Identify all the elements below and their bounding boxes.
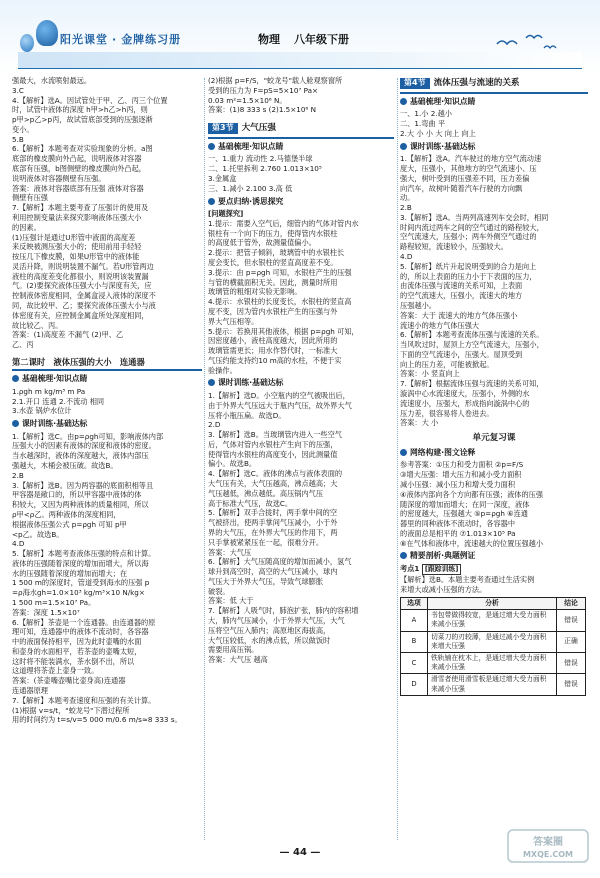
page-header <box>0 0 600 74</box>
answer-line: ③增大压强：增大压力和减小受力面积 <box>400 470 522 480</box>
answer-line: 大气压有关，大气压越高，沸点越高；大 <box>208 479 338 489</box>
answer-line: 4.D <box>12 539 25 549</box>
drill-heading-text: 课时训练·基础达标 <box>218 378 284 388</box>
answer-line: 高于标准大气压，故选C。 <box>208 498 293 508</box>
answer-line: 这道理将茶壶上壶身一致。 <box>12 666 99 676</box>
answer-line: =ρ海水gh=1.0×10³ kg/m³×10 N/kg× <box>12 588 145 598</box>
answer-line: 来反映被测压强大小的；使用前用手轻轻 <box>12 242 142 252</box>
answer-line: 2.提示：把管子倾斜，玻璃管中的水银柱长 <box>208 248 345 258</box>
answer-line: 底部有压强，b图侧壁的橡皮膜向外凸起， <box>12 164 146 174</box>
answer-line: 5.【解析】本题考查液体压强的特点和计算。 <box>12 549 156 559</box>
answer-line: 7.【解析】根据流体压强与流速的关系可知， <box>400 379 544 389</box>
table-cell: B <box>401 631 428 652</box>
answer-line: 气压越低，沸点越低。高压锅内气压 <box>208 488 324 498</box>
answer-line: 5.B <box>12 134 24 144</box>
answer-line: 当水越深时，液体的深度越大，液体内部压 <box>12 451 149 461</box>
answer-line: 破裂。 <box>208 586 230 596</box>
answer-line: 甲容器是敞口的，所以甲容器中液体的体 <box>12 490 142 500</box>
logo-mascot-icon <box>36 20 58 46</box>
table-cell: 书包带做得较宽，是通过增大受力面积来减小压强 <box>428 610 557 631</box>
unit-review-title: 单元复习课 <box>472 433 516 444</box>
answer-line: 时间内流过两车之间的空气通过的路程较大， <box>400 222 544 232</box>
answer-line: 4.【解析】选C。液体的沸点与液体表面的 <box>208 469 343 479</box>
table-row <box>401 631 586 652</box>
answer-line: ④液体内部向各个方向都有压强；液体的压强 <box>400 489 544 499</box>
answer-line: 二、1.弯曲 平 <box>400 119 446 129</box>
answer-line: 积较大，又因为两种液体的质量相同，所以 <box>12 500 149 510</box>
answer-line: 用的时间约为 t=s/v=5 000 m/0.6 m/s≈8 333 s。 <box>12 715 182 725</box>
table-row <box>401 652 586 673</box>
answer-line: 1 500 m的深度时，管道受到海水的压强 p <box>12 578 150 588</box>
answer-line: 理可知，连通器中的液体不流动时，各容器 <box>12 627 149 637</box>
answer-line: 6.【解析】大气压随高度的增加而减小，氢气 <box>208 557 352 567</box>
answer-line: 灵活升降，则说明装置不漏气。若U形管两边 <box>12 261 154 271</box>
answer-line: 2.B <box>12 470 24 480</box>
answer-line: 压力差，很容易将人卷进去。 <box>400 408 494 418</box>
answer-line: 答案：大 小 <box>400 418 439 428</box>
answer-line: 一、1.小 2.越小 <box>400 109 452 119</box>
table-cell: A <box>401 610 428 631</box>
answer-line: 1 500 m=1.5×10⁷ Pa。 <box>12 597 96 607</box>
answer-line: 体密度有关，应控制金属盒所处深度相同， <box>12 310 149 320</box>
section-badge: 第4节 <box>400 78 430 89</box>
col1-top-answers <box>12 76 202 350</box>
answer-line: 答案：大气压 <box>208 547 252 557</box>
table-cell: 正确 <box>557 631 586 652</box>
answer-line: 参考答案：①压力和受力面积 ②p=F/S <box>400 460 524 470</box>
brand-name: 阳光课堂 <box>60 33 108 46</box>
answer-line: 强大，树叶受到的压强差不同，压力差偏 <box>400 173 530 183</box>
problem-guide-label: [问题探究] <box>208 209 244 219</box>
answer-line: ⑧在气体和液体中，流速越大的位置压强越小 <box>400 538 544 548</box>
section-bullet-icon <box>400 98 407 105</box>
column-divider <box>397 78 398 840</box>
answer-line: (1)根据 v=s/t，"蛟龙号"下潜过程所 <box>12 705 130 715</box>
section-badge: 第3节 <box>208 123 238 134</box>
answer-line: 1.【解析】选D。小空瓶内的空气被吸出后， <box>208 391 350 400</box>
answer-line: 1.提示：需要入空气后，细管内的气体对管内水 <box>208 218 359 228</box>
watermark-logo <box>506 826 590 866</box>
answer-line: 利用控制变量法来探究影响液体压强大小 <box>12 212 142 222</box>
knowledge-heading <box>400 97 588 108</box>
answer-line: 二、1.托里拆利 2.760 1.013×10⁵ <box>208 164 322 174</box>
answer-line: 按压几下橡皮膜，如果U形管中的液体能 <box>12 252 140 262</box>
answer-line: 界的大气压，在外界大气压的作用下，两 <box>208 527 338 537</box>
page-number: — 44 — <box>279 847 321 858</box>
answer-line: 3.水壶 锅炉水位计 <box>12 406 72 416</box>
answer-line: 4.【解析】选A。因试管处于甲、乙、丙三个位置 <box>12 95 168 105</box>
answer-line: 7.【解析】人吸气时，肺泡扩张，肺内的容积增 <box>208 606 359 616</box>
knowledge-heading-text: 基础梳理·知识点睛 <box>410 96 476 106</box>
answer-line: 与管的横截面积无关。因此，测量时所用 <box>208 277 338 287</box>
answer-line: (1)压强计是通过U形管中液面的高度差 <box>12 232 136 242</box>
answer-line: 需要用高压锅。 <box>208 645 259 655</box>
analysis-table <box>400 597 586 696</box>
answer-line: 由于外界大气压远大于瓶内气压，故外界大气 <box>208 400 352 410</box>
answer-line: 受到的压力为 F=pS=5×10⁷ Pa× <box>208 85 319 95</box>
answer-line: 当风吹过时，屋顶上方空气流速大，压强小， <box>400 340 544 350</box>
answer-line: 漩涡中心水流速度大，压强小，外侧的水 <box>400 388 530 398</box>
section-bullet-icon <box>208 379 215 386</box>
answer-line: 液柱的高度差变化都很小，则说明该装置漏 <box>12 271 149 281</box>
table-header-row <box>401 597 586 609</box>
series-name: 金牌练习册 <box>121 33 182 46</box>
answer-line: 度大，压强小，其他地方的空气流速小、压 <box>400 164 537 173</box>
answer-line: 器里的同种液体不流动时，各容器中 <box>400 519 516 529</box>
answer-line: 4.D <box>400 252 413 262</box>
answer-line: 一、1.重力 流动性 2.马德堡半球 <box>208 154 313 164</box>
section-bullet-icon <box>400 552 407 559</box>
answer-line: 答案：大于 流速大的地方气体压强小 <box>400 310 518 320</box>
flying-birds-icon <box>492 30 562 54</box>
section-title <box>400 76 588 94</box>
answer-line: 球升到高空时，高空的大气压减小，球内 <box>208 567 338 577</box>
answer-line: 强最大，水流喷射最远。 <box>12 76 92 85</box>
answer-line: 底部的橡皮膜向外凸起，说明液体对容器 <box>12 154 142 164</box>
answer-line: p甲>p乙>p丙，故试管底部受到的压强逐渐 <box>12 115 153 125</box>
answer-line: 4.提示：水银柱的长度变长，水银柱的竖直高 <box>208 297 352 307</box>
review-heading <box>400 551 588 562</box>
answer-line: 的液面总是相平的 ⑦1.013×10⁵ Pa <box>400 528 516 538</box>
svg-text:MXQE.COM: MXQE.COM <box>522 850 574 859</box>
drill-heading <box>400 142 588 153</box>
table-cell: 错误 <box>557 674 586 695</box>
answer-line: (2)根据 p=F/S，"蛟龙号"载人舱观察窗所 <box>208 76 343 85</box>
answer-line: 乙、丙 <box>12 340 34 350</box>
answer-line: 同，故比较甲、乙；要探究液体压强大小与液 <box>12 300 156 310</box>
answer-line: 6.【解析】茶壶是一个连通器。由连通器的原 <box>12 617 156 627</box>
answer-line: 和壶身的水面相平，若茶壶的壶嘴太短， <box>12 646 142 656</box>
answer-line: 气压约能支持约10 m高的水柱，不便于实 <box>208 355 342 365</box>
answer-line: 时，试管中液体的深度 h甲>h乙>h丙，则 <box>12 105 148 115</box>
answer-line: 2.D <box>208 420 221 430</box>
answer-line: 气被挤出，使两手掌间气压减小，小于外 <box>208 518 338 528</box>
knowledge-heading-text: 基础梳理·知识点睛 <box>22 374 88 384</box>
answer-line: 中的液面保持相平，因为此时壶嘴的水面 <box>12 637 142 647</box>
answer-line: 下面的空气流速小，压强大。屋顶受到 <box>400 349 523 359</box>
answer-line: 向上的压力差，可能被掀起。 <box>400 359 494 369</box>
answer-line: 答案：小 竖直向上 <box>400 369 460 379</box>
answer-line: 因密度越小，液柱高度越大，因此所用的 <box>208 336 338 346</box>
answer-line: 3.【解析】选A。当两列高速列车交会时，相同 <box>400 212 549 222</box>
table-row <box>401 610 586 631</box>
answer-line: ρ甲<ρ乙。两种液体的深度相同， <box>12 509 121 519</box>
drill-heading <box>12 419 202 430</box>
answer-line: 【解析】选B。本题主要考查通过生活实例 <box>400 575 535 585</box>
logo-bubble-icon <box>20 34 34 52</box>
answer-line: 水的压强随着深度的增加而增大；在 <box>12 568 128 578</box>
section-bullet-icon <box>208 198 215 205</box>
answer-line: 1.ρgh m kg/m³ m Pa <box>12 386 86 396</box>
answer-line: 来增大或减小压强的方法。 <box>400 585 487 595</box>
answer-line: 由流体压强与流速的关系可知，上表面 <box>400 281 523 291</box>
answer-line: 根据液体压强公式 p=ρgh 可知 p甲 <box>12 519 127 529</box>
section-bullet-icon <box>400 143 407 150</box>
network-heading <box>400 448 588 459</box>
table-cell: 错误 <box>557 610 586 631</box>
answer-line: 流速小的地方气体压强大 <box>400 320 480 330</box>
answer-line: 后，气体对管内水银柱产生向下的压强， <box>208 439 338 449</box>
drill-heading-text: 课时训练·基础达标 <box>410 141 476 151</box>
answer-line: 侧壁有压强 <box>12 193 48 203</box>
section-bullet-icon <box>12 420 19 427</box>
answer-line: 玻璃管需更长；用水作替代时，一标准大 <box>208 346 338 356</box>
answer-line: 减小压强：减小压力和增大受力面积 <box>400 479 516 489</box>
answer-line: 3.C <box>12 85 24 95</box>
exam-point-label: 考点1 <box>400 564 420 573</box>
answer-line: 大，肺内气压减小，小于外界大气压，大气 <box>208 615 345 625</box>
answer-line: 1.【解析】选C。由p=ρgh可知，影响液体内部 <box>12 431 164 441</box>
answer-line: 的空气流速大，压强小，流速大的地方 <box>400 291 523 301</box>
answer-line: 答案：(1)8 333 s (2)1.5×10⁶ N <box>208 105 316 115</box>
answer-line: 只手掌被紧紧压在一起，很难分开。 <box>208 537 324 547</box>
answer-line: 三、1.减小 2.100 3.高 低 <box>208 183 293 193</box>
answer-line: 的因素。 <box>12 222 41 232</box>
answer-line: 玻璃管的粗细对实验无影响。 <box>208 287 302 297</box>
answer-line: 大气压较低，水的沸点低，所以做饭时 <box>208 635 331 645</box>
answer-line: 强越大，木桶会被压破。故选B。 <box>12 461 118 471</box>
section-title-text: 流体压强与流速的关系 <box>433 78 520 88</box>
drill-heading-text: 课时训练·基础达标 <box>22 419 88 429</box>
table-cell: D <box>401 674 428 695</box>
summary-heading <box>208 197 394 208</box>
answer-line: 的密度越大，压强越大 ⑤p=ρgh ⑥连通 <box>400 509 528 519</box>
answer-line: 7.【解析】本题主要考查了压强计的使用及 <box>12 203 149 213</box>
column-middle <box>208 76 394 665</box>
header-band <box>18 52 582 69</box>
answer-line: 说明液体对容器侧壁有压强。 <box>12 173 106 183</box>
answer-line: 答案：(1)高度差 不漏气 (2)甲、乙 <box>12 330 124 340</box>
answer-line: 5.【解析】纸片升起说明受到的合力是向上 <box>400 261 537 271</box>
answer-line: 向汽车，故树叶随着汽车行驶的方向飘 <box>400 183 523 193</box>
answer-line: 使得管内水银柱的高度变小，因此测量值 <box>208 449 338 459</box>
table-cell: C <box>401 652 428 673</box>
answer-line: 变小。 <box>12 124 34 134</box>
answer-line: 答案：大气压 越高 <box>208 655 268 665</box>
section-bullet-icon <box>12 375 19 382</box>
answer-line: 液体的压强随着深度的增加而增大，所以海 <box>12 558 149 568</box>
answer-line: 偏小。故选B。 <box>208 459 257 469</box>
answer-line: 0.03 m²=1.5×10⁶ N。 <box>208 95 287 105</box>
drill-heading <box>208 378 394 389</box>
table-header-cell: 分析 <box>428 597 557 609</box>
grade-name: 八年级下册 <box>294 33 349 46</box>
answer-line: 故比较乙、丙。 <box>12 320 63 330</box>
section-title-text: 大气压强 <box>241 123 276 134</box>
answer-line: 路程较短，流速较小，压强较大。 <box>400 242 508 252</box>
table-header-cell: 结论 <box>557 597 586 609</box>
subject-name: 物理 <box>258 33 280 46</box>
answer-line: 3.提示：由 p=ρgh 可知，水银柱产生的压强 <box>208 267 352 277</box>
answer-line: 7.【解析】本题考查速度和压强的有关计算。 <box>12 695 156 705</box>
review-heading-text: 精要剖析·典题例证 <box>410 551 476 561</box>
knowledge-heading <box>208 142 394 153</box>
answer-line: 压将小瓶压扁。故选D。 <box>208 410 286 420</box>
answer-line: 1.【解析】选A。汽车驶过的地方空气流动速 <box>400 154 542 164</box>
section-bullet-icon <box>208 143 215 150</box>
network-heading-text: 网络构建·图文诠释 <box>410 447 476 457</box>
answer-line: 气。(2)要探究液体压强大小与深度有关，应 <box>12 281 152 291</box>
table-header-cell: 选项 <box>401 597 428 609</box>
table-cell: 铁轨铺在枕木上，是通过增大受力面积来减小压强 <box>428 652 557 673</box>
answer-line: 银柱有一个向下的压力，使得管内水银柱 <box>208 228 338 238</box>
column-left <box>12 76 202 725</box>
answer-line: 动。 <box>400 193 415 203</box>
answer-line: 答案：深度 1.5×10⁷ <box>12 607 80 617</box>
answer-line: 3.【解析】选B。因为两容器的底面积相等且 <box>12 480 154 490</box>
knowledge-heading <box>12 374 202 385</box>
brand-title <box>60 33 181 48</box>
answer-line: 验操作。 <box>208 365 237 375</box>
section-title <box>208 121 394 139</box>
knowledge-heading-text: 基础梳理·知识点睛 <box>218 141 284 151</box>
answer-line: 这时将不能装满水，茶水倒不出，所以 <box>12 656 135 666</box>
table-cell: 滑雪者使用滑雪板是通过增大受力面积来减小压强 <box>428 674 557 695</box>
answer-line: 5.【解析】双手合拢时，两手掌中间的空 <box>208 508 338 518</box>
answer-line: 6.【解析】本题考查对实验现象的分析。a图 <box>12 144 153 154</box>
answer-line: 2.大 小 小 大 向上 向上 <box>400 128 476 138</box>
answer-line: 压将空气压入肺内；高原地区海拔高， <box>208 625 331 635</box>
answer-line: <p乙。故选B。 <box>12 529 64 539</box>
table-row <box>401 674 586 695</box>
answer-line: 度不变，因为管内水银柱产生的压强与外 <box>208 306 338 316</box>
answer-line: 压强越小。 <box>400 300 436 310</box>
answer-line: 控制液体密度相同，金属盒浸入液体的深度不 <box>12 291 156 301</box>
exam-point-tag: [跟踪训练] <box>422 564 461 575</box>
column-divider <box>204 78 205 840</box>
answer-line: 2.B <box>400 203 412 213</box>
answer-line: 压强大小的因素有液体的深度和液体的密度。 <box>12 441 156 451</box>
table-cell: 错误 <box>557 652 586 673</box>
answer-line: 气压大于外界大气压，导致气球膨胀 <box>208 576 324 586</box>
answer-line: 答案：低 大于 <box>208 596 254 606</box>
answer-line: 流速度小，压强大，形成指向漩涡中心的 <box>400 398 530 408</box>
column-right <box>400 76 588 696</box>
answer-line: 6.【解析】本题考查流体压强与流速的关系。 <box>400 330 544 340</box>
answer-line: 度会变长，但水银柱的竖直高度差不变。 <box>208 258 338 268</box>
answer-line: 5.提示：若换用其他液体，根据 p=ρgh 可知， <box>208 326 359 336</box>
svg-text:答案圈: 答案圈 <box>533 837 563 848</box>
exam-point-line <box>400 564 588 575</box>
table-cell: 切菜刀的刃较薄，是通过减小受力面积来增大压强 <box>428 631 557 652</box>
answer-line: 的高度低于管外，故测量值偏小。 <box>208 238 316 248</box>
answer-line: 空气流速大，压强小；两车外侧空气通过的 <box>400 232 537 242</box>
answer-line: 随深度的增加而增大；在同一深度，液体 <box>400 499 530 509</box>
section-bullet-icon <box>400 449 407 456</box>
answer-line: 界大气压相等。 <box>208 316 259 326</box>
answer-line: 连通器原理 <box>12 686 48 695</box>
answer-line: 3.【解析】选B。当玻璃管内进入一些空气 <box>208 430 342 440</box>
brand-separator: · <box>112 33 118 46</box>
answer-line: 答案：液体对容器底部有压强 液体对容器 <box>12 183 144 193</box>
summary-heading-text: 要点归纳·诱思探究 <box>218 196 284 206</box>
answer-line: 的，所以上表面的压力小于下表面的压力， <box>400 271 537 281</box>
answer-line: 答案：(茶壶嘴壶嘴比壶身高)连通器 <box>12 676 126 686</box>
lesson-title: 第二课时 液体压强的大小 连通器 <box>12 356 202 371</box>
answer-line: 2.1.开口 连通 2.不流动 相同 <box>12 396 105 406</box>
answer-line: 3.金属盒 <box>208 173 237 183</box>
subject-title <box>258 33 349 48</box>
